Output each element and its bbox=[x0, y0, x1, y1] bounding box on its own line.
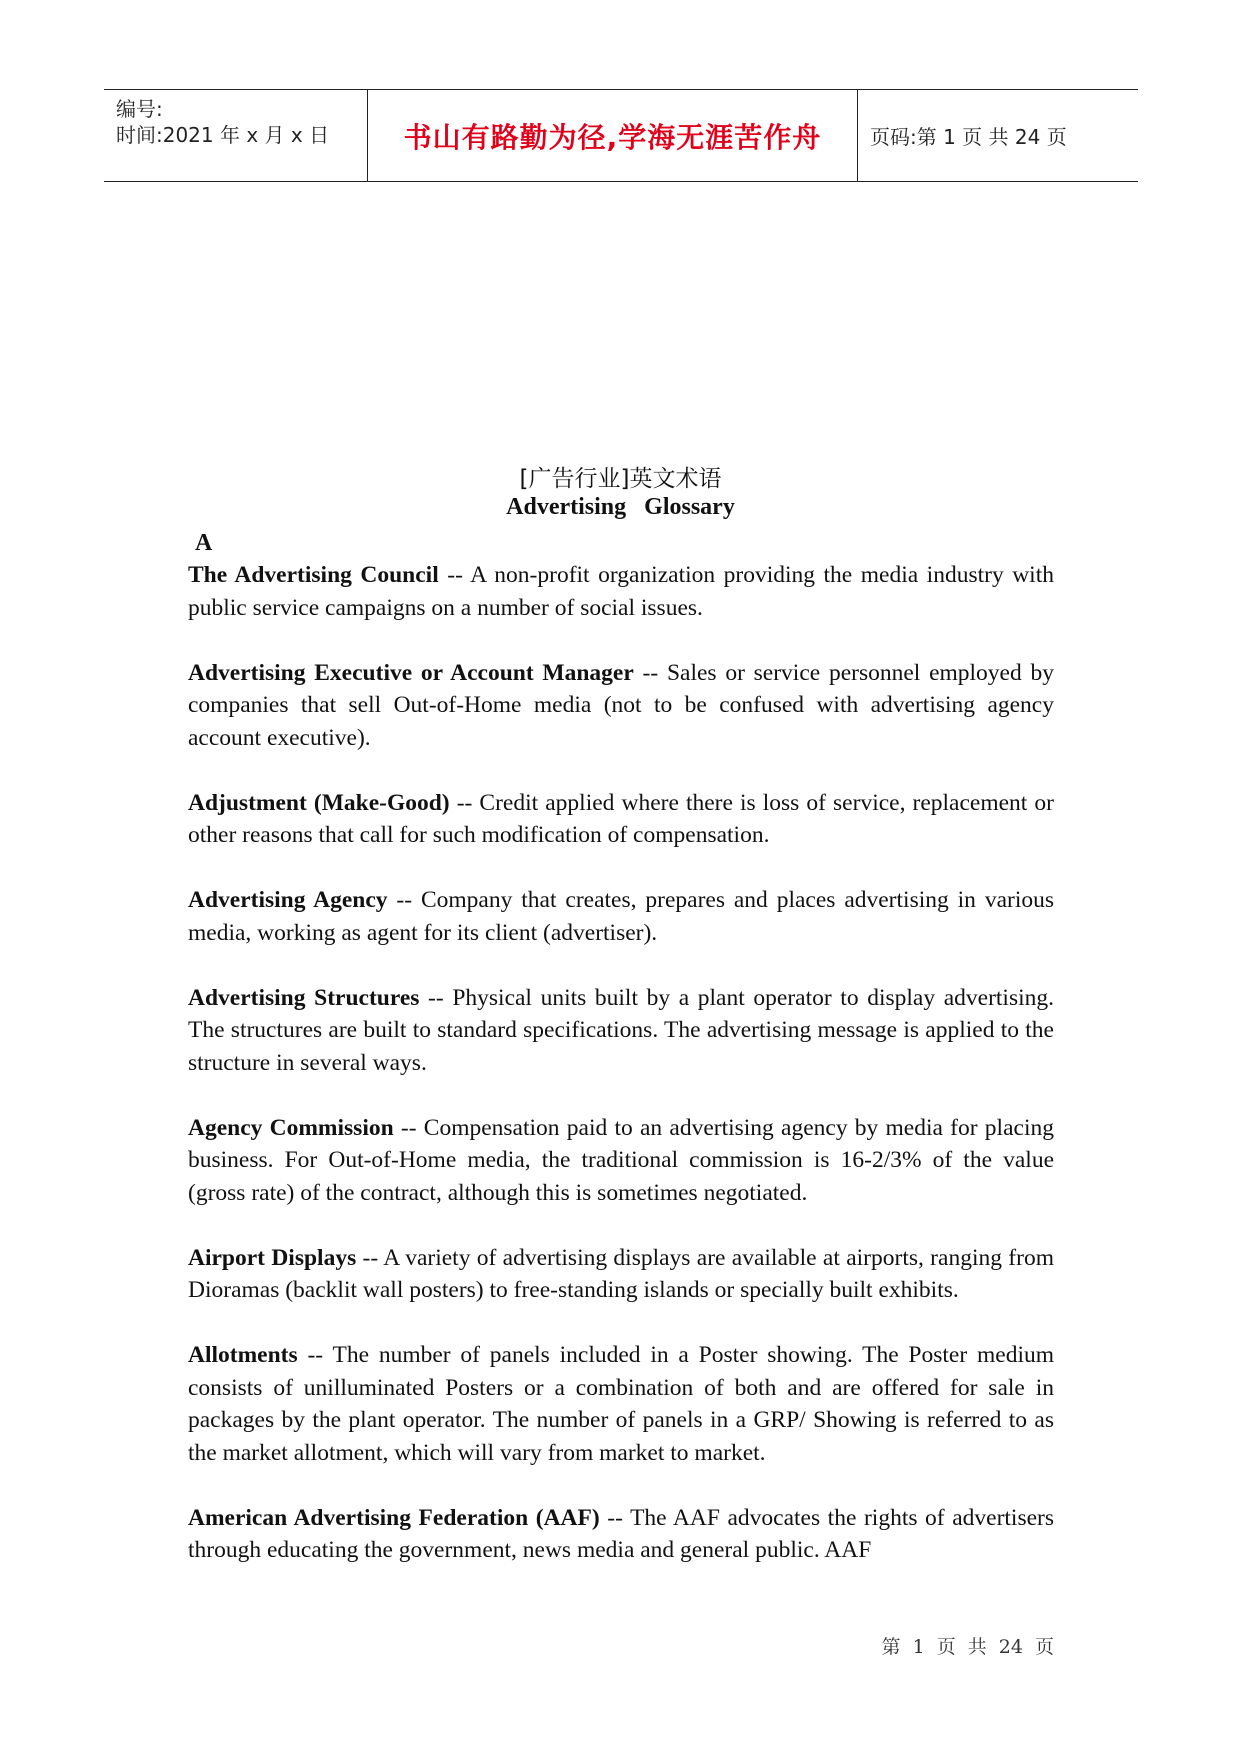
page-footer-number: 第 1 页 共 24 页 bbox=[881, 1636, 1054, 1658]
glossary-definition: -- A variety of advertising displays are available at airports, ranging from Dioramas (backlit wall posters) to free-standing islands or specially built exhibits. bbox=[188, 1244, 1054, 1303]
glossary-entry bbox=[188, 1112, 1054, 1210]
glossary-definition: -- Sales or service personnel employed by companies that sell Out-of-Home media (not to be confused with advertising agency account executive). bbox=[188, 659, 1054, 751]
glossary-definition: -- Credit applied where there is loss of service, replacement or other reasons that call for such modification of compensation. bbox=[188, 789, 1054, 848]
header-page-info: 页码:第 1 页 共 24 页 bbox=[870, 125, 1067, 149]
document-title-english: Advertising Glossary bbox=[506, 494, 735, 520]
header-motto-cell bbox=[368, 90, 858, 181]
glossary-entry bbox=[188, 787, 1054, 852]
glossary-term: Advertising Executive or Account Manager bbox=[188, 659, 634, 686]
glossary-term: Agency Commission bbox=[188, 1114, 394, 1141]
glossary-definition: -- Compensation paid to an advertising agency by media for placing business. For Out-of-Home media, the traditional commission is 16-2/3% of the value (gross rate) of the contract, although this is sometimes negotiated. bbox=[188, 1114, 1054, 1206]
glossary-body bbox=[188, 559, 1054, 1599]
glossary-term: Advertising Agency bbox=[188, 887, 388, 913]
section-letter: A bbox=[195, 530, 213, 556]
glossary-definition: -- The AAF advocates the rights of advertisers through educating the government, news media and general public. AAF bbox=[188, 1504, 1054, 1563]
glossary-definition: -- The number of panels included in a Poster showing. The Poster medium consists of unilluminated Posters or a combination of both and are offered for sale in packages by the plant operator. The number of panels in a GRP/ Showing is referred to as the market allotment, which will vary from market to market. bbox=[188, 1342, 1054, 1466]
document-title-chinese: [广告行业]英文术语 bbox=[519, 466, 722, 492]
time-label: 时间:2021 年 x 月 x 日 bbox=[116, 123, 330, 147]
glossary-term: Allotments bbox=[188, 1342, 298, 1368]
glossary-term: Advertising Structures bbox=[188, 984, 420, 1011]
glossary-term: The Advertising Council bbox=[188, 562, 439, 588]
glossary-entry bbox=[188, 1502, 1054, 1567]
header-info-cell bbox=[104, 90, 368, 181]
glossary-term: Adjustment (Make-Good) bbox=[188, 789, 450, 816]
glossary-entry bbox=[188, 559, 1054, 624]
glossary-entry bbox=[188, 657, 1054, 755]
glossary-term: Airport Displays bbox=[188, 1244, 357, 1271]
page-header bbox=[104, 89, 1138, 182]
header-page-cell bbox=[858, 90, 1138, 181]
glossary-definition: -- Company that creates, prepares and places advertising in various media, working as agent for its client (advertiser). bbox=[188, 887, 1055, 946]
glossary-definition: -- A non-profit organization providing the media industry with public service campaigns on a number of social issues. bbox=[188, 562, 1054, 621]
glossary-entry bbox=[188, 982, 1054, 1080]
glossary-term: American Advertising Federation (AAF) bbox=[188, 1504, 600, 1531]
motto-text: 书山有路勤为径,学海无涯苦作舟 bbox=[403, 120, 822, 154]
glossary-definition: -- Physical units built by a plant operator to display advertising. The structures are built to standard specifications. The advertising message is applied to the structure in several ways. bbox=[188, 984, 1054, 1076]
glossary-entry bbox=[188, 884, 1054, 949]
glossary-entry bbox=[188, 1339, 1054, 1469]
serial-number-label: 编号: bbox=[116, 97, 163, 121]
glossary-entry bbox=[188, 1242, 1054, 1307]
